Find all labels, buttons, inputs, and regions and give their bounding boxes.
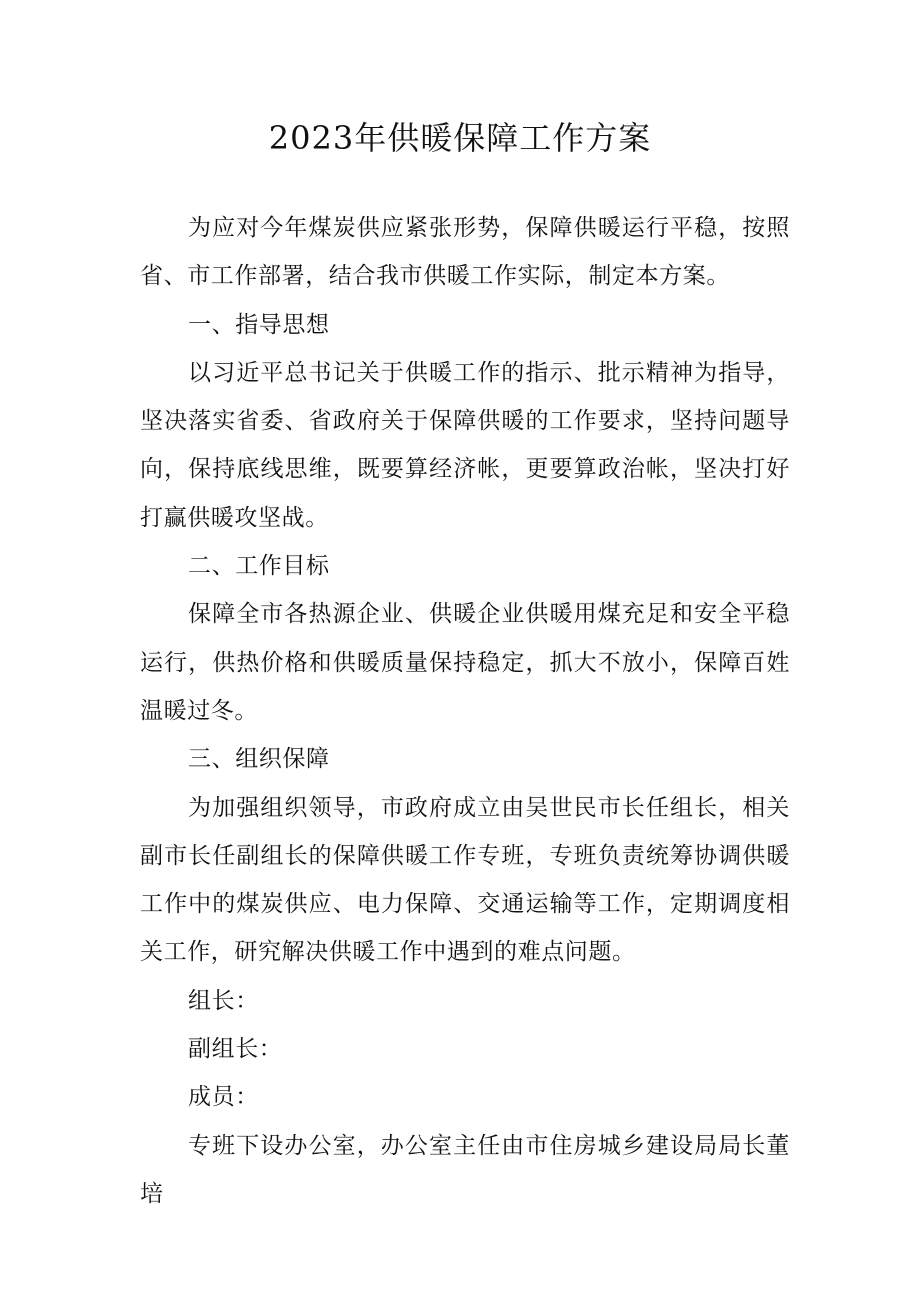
intro-paragraph: 为应对今年煤炭供应紧张形势，保障供暖运行平稳，按照省、市工作部署，结合我市供暖工作实际，制定本方案。: [140, 215, 790, 290]
organization-paragraph: 为加强组织领导，市政府成立由吴世民市长任组长，相关副市长任副组长的保障供暖工作专班，专班负责统筹协调供暖工作中的煤炭供应、电力保障、交通运输等工作，定期调度相关工作，研究解决供暖工作中遇到的难点问题。: [140, 794, 790, 966]
guiding-ideology-paragraph: 以习近平总书记关于供暖工作的指示、批示精神为指导，坚决落实省委、省政府关于保障供暖的工作要求，坚持问题导向，保持底线思维，既要算经济帐，更要算政治帐，坚决打好打赢供暖攻坚战。: [140, 359, 790, 531]
document-title: 2023年供暖保障工作方案: [268, 119, 652, 157]
work-goals-paragraph: 保障全市各热源企业、供暖企业供暖用煤充足和安全平稳运行，供热价格和供暖质量保持稳定，抓大不放小，保障百姓温暖过冬。: [140, 601, 790, 724]
group-leader-line: 组长：: [188, 987, 259, 1014]
members-line: 成员：: [188, 1084, 259, 1111]
section-heading-work-goals: 二、工作目标: [188, 553, 330, 580]
document-body: [140, 204, 790, 1218]
section-heading-organization: 三、组织保障: [188, 746, 330, 773]
deputy-leader-line: 副组长：: [188, 1036, 283, 1063]
office-paragraph: 专班下设办公室，办公室主任由市住房城乡建设局局长董培: [140, 1132, 790, 1207]
section-heading-guiding-ideology: 一、指导思想: [188, 311, 330, 338]
